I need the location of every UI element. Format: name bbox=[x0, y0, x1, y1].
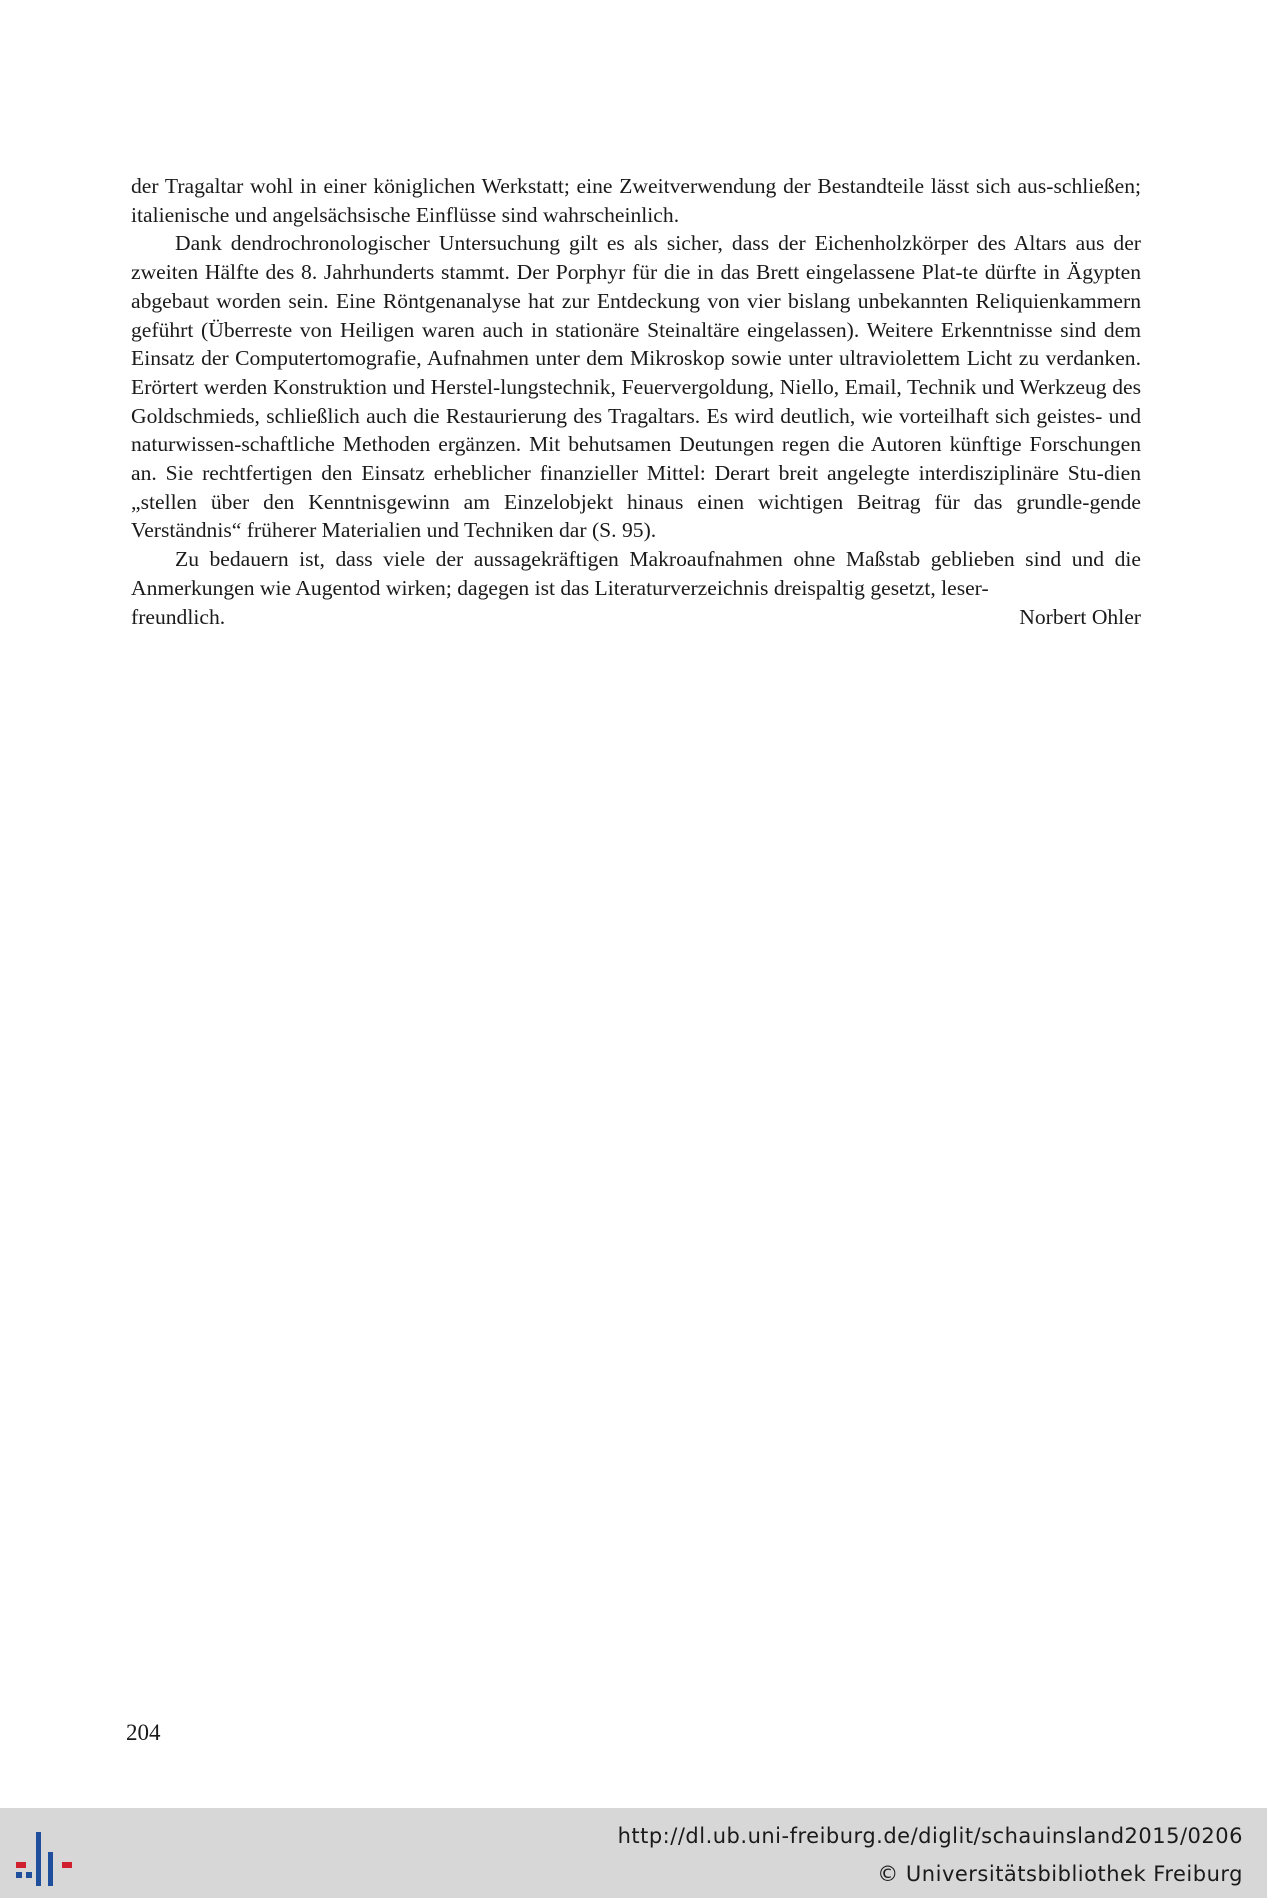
footer-bar bbox=[0, 1808, 1267, 1898]
permalink[interactable]: http://dl.ub.uni-freiburg.de/diglit/schauinsland2015/0206 bbox=[617, 1824, 1243, 1848]
text-line: Dank dendrochronologischer Untersuchung gilt es als sicher, dass der Eichenholzkörper des Altars bbox=[175, 231, 1067, 256]
ub-freiburg-logo-icon bbox=[14, 1822, 80, 1888]
closing-word: freundlich. bbox=[131, 604, 226, 629]
text-line: Mikroskop sowie unter ultraviolettem Licht zu verdanken. Erörtert werden Konstruktion und Herstel- bbox=[131, 346, 1141, 399]
paragraph-3 bbox=[131, 545, 1141, 602]
text-line: te dürfte in Ägypten abgebaut worden sein. Eine Röntgenanalyse hat zur Entdeckung von vier bislang bbox=[131, 260, 1141, 313]
page-number: 204 bbox=[126, 1720, 161, 1745]
footer-url-link[interactable] bbox=[618, 1824, 1243, 1848]
text-line: schließen; italienische und angelsächsische Einflüsse sind wahrscheinlich. bbox=[131, 174, 1141, 227]
text-line: schaftliche Methoden ergänzen. Mit behutsamen Deutungen regen die Autoren künftige Forschungen an. bbox=[131, 432, 1141, 486]
text-line: auch die Restaurierung des Tragaltars. Es wird deutlich, wie vorteilhaft sich geistes- und naturwissen- bbox=[131, 403, 1141, 457]
author-name: Norbert Ohler bbox=[1019, 604, 1141, 629]
paragraph-2 bbox=[131, 229, 1141, 545]
text-line: Sie rechtfertigen den Einsatz erheblicher finanzieller Mittel: Derart breit angelegte interdisziplinäre Stu- bbox=[165, 461, 1104, 486]
text-line: Zu bedauern ist, dass viele der aussagekräftigen Makroaufnahmen ohne Maßstab geblieben sind und bbox=[175, 547, 1105, 572]
paragraph-1 bbox=[131, 172, 1141, 229]
review-text bbox=[131, 172, 1141, 631]
text-line: die Anmerkungen wie Augentod wirken; dagegen ist das Literaturverzeichnis dreispaltig gesetzt, leser- bbox=[131, 547, 1141, 600]
footer-copyright: © Universitätsbibliothek Freiburg bbox=[877, 1862, 1243, 1886]
text-line: dien „stellen über den Kenntnisgewinn am Einzelobjekt hinaus einen wichtigen Beitrag für das grundle- bbox=[131, 461, 1141, 514]
text-line: eingelassen). Weitere Erkenntnisse sind dem Einsatz der Computertomografie, Aufnahmen unter dem bbox=[131, 317, 1141, 371]
text-line: unbekannten Reliquienkammern geführt (Überreste von Heiligen waren auch in stationäre Steinaltäre bbox=[131, 288, 1141, 342]
text-line: lungstechnik, Feuervergoldung, Niello, Email, Technik und Werkzeug des Goldschmieds, schließlich bbox=[131, 374, 1141, 428]
closing-line bbox=[131, 603, 1141, 632]
text-line: der Tragaltar wohl in einer königlichen Werkstatt; eine Zweitverwendung der Bestandteile lässt sich aus- bbox=[131, 174, 1054, 198]
text-line: gende Verständnis“ früherer Materialien und Techniken dar (S. 95). bbox=[131, 489, 1141, 543]
text-line: aus der zweiten Hälfte des 8. Jahrhunderts stammt. Der Porphyr für die in das Brett eingelassene Plat- bbox=[131, 231, 1141, 285]
